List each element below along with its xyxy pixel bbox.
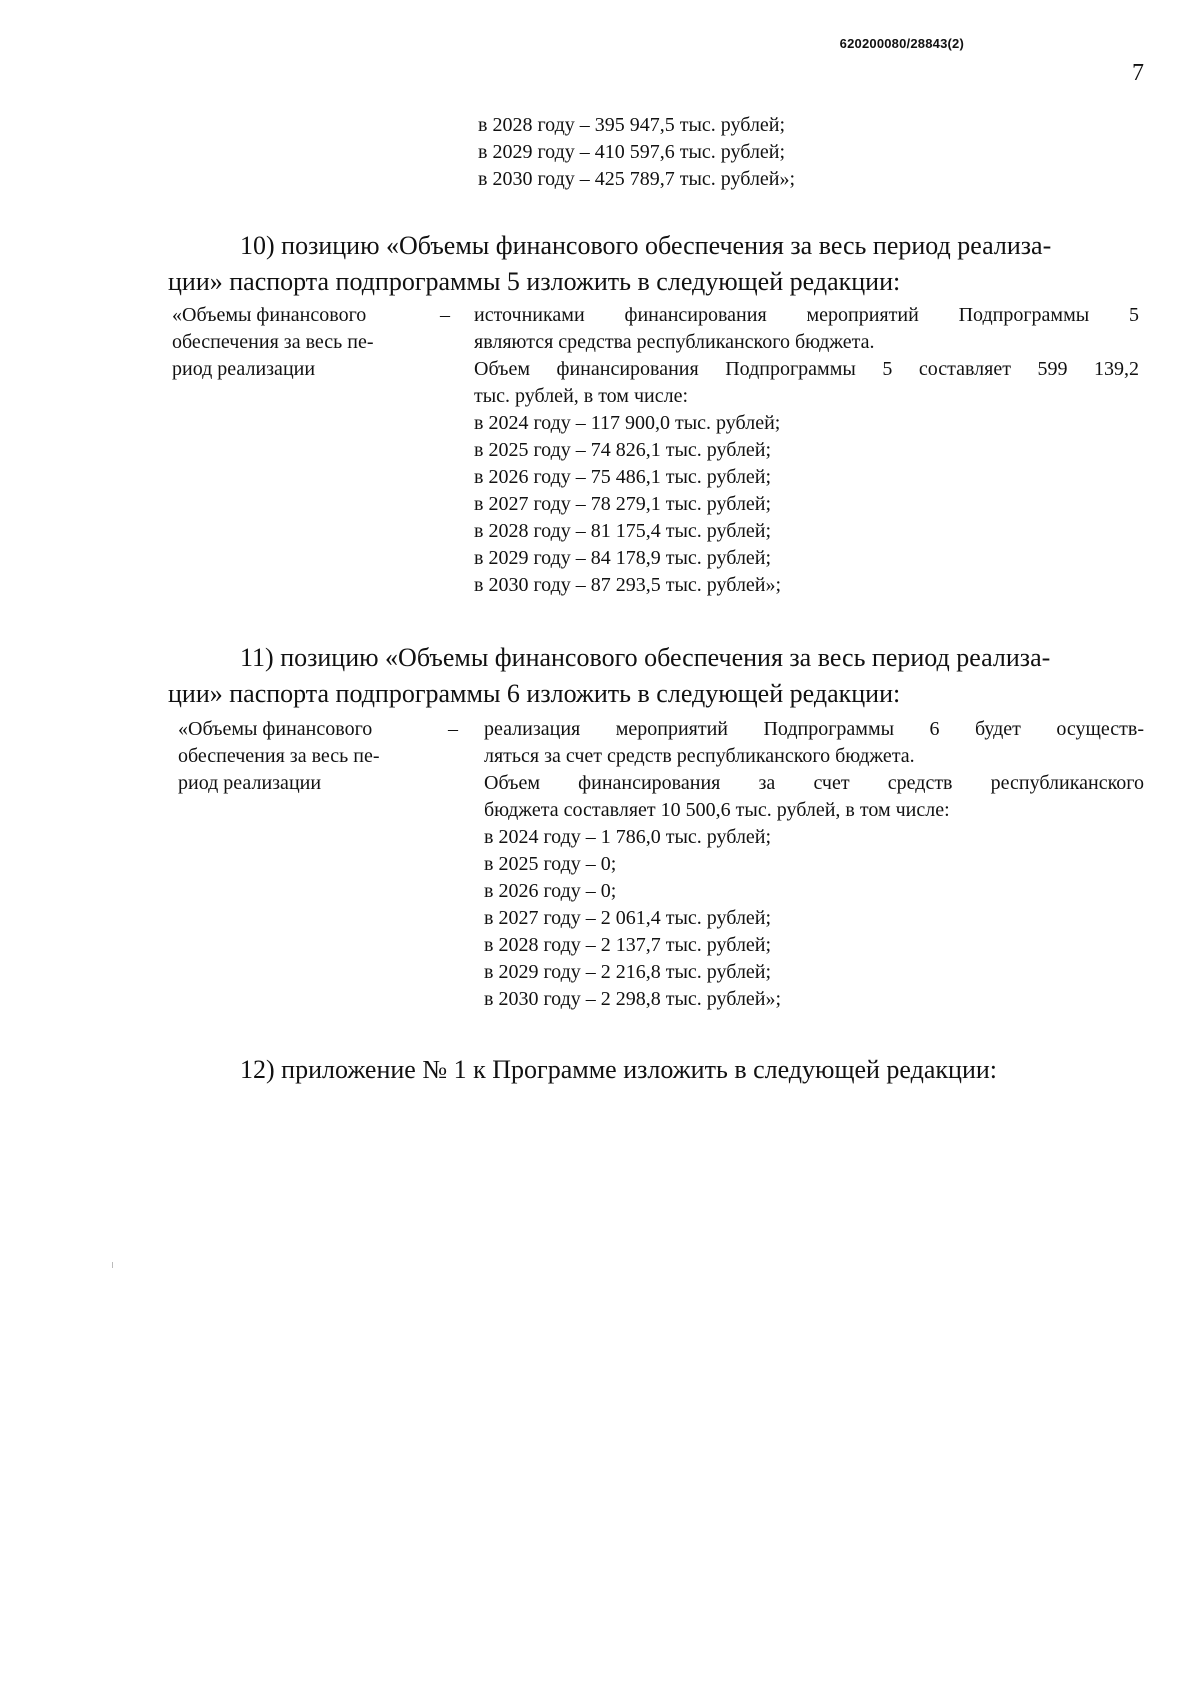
year-line: в 2026 году – 75 486,1 тыс. рублей;	[474, 466, 772, 488]
year-line: в 2025 году – 74 826,1 тыс. рублей;	[474, 439, 772, 461]
funding-label: «Объемы финансового обеспечения за весь пе- риод реализации	[172, 304, 374, 380]
item-10-paragraph	[168, 228, 1148, 300]
year-line: в 2027 году – 78 279,1 тыс. рублей;	[474, 493, 772, 515]
year-line: в 2029 году – 84 178,9 тыс. рублей;	[474, 547, 772, 569]
content-line: бюджета составляет 10 500,6 тыс. рублей, в том числе:	[484, 799, 950, 821]
item-12-line-1: 12) приложение № 1 к Программе изложить в следующей редакции:	[240, 1055, 997, 1084]
content-line: ляться за счет средств республиканского бюджета.	[484, 745, 915, 767]
document-registration-code: 620200080/28843(2)	[839, 36, 964, 51]
page-number: 7	[1132, 60, 1144, 86]
dash-separator: –	[440, 304, 450, 326]
item-10-line-2: ции» паспорта подпрограммы 5 изложить в следующей редакции:	[168, 267, 901, 296]
year-line: в 2030 году – 425 789,7 тыс. рублей»;	[478, 168, 796, 190]
year-line: в 2029 году – 2 216,8 тыс. рублей;	[484, 961, 772, 983]
year-line: в 2028 году – 2 137,7 тыс. рублей;	[484, 934, 772, 956]
year-line: в 2030 году – 87 293,5 тыс. рублей»;	[474, 574, 782, 596]
item-11-line-2: ции» паспорта подпрограммы 6 изложить в следующей редакции:	[168, 679, 901, 708]
funding-label: «Объемы финансового обеспечения за весь пе- риод реализации	[178, 718, 380, 794]
year-line: в 2025 году – 0;	[484, 853, 617, 875]
funding-content	[474, 302, 1139, 599]
content-line: Объем финансирования за счет средств республиканского	[484, 772, 1144, 794]
year-line: в 2024 году – 1 786,0 тыс. рублей;	[484, 826, 772, 848]
content-line: источниками финансирования мероприятий Подпрограммы 5	[474, 304, 1139, 326]
funding-content	[484, 716, 1144, 1013]
item-11-paragraph	[168, 640, 1148, 712]
dash-separator: –	[448, 718, 458, 740]
year-line: в 2027 году – 2 061,4 тыс. рублей;	[484, 907, 772, 929]
content-line: Объем финансирования Подпрограммы 5 составляет 599 139,2	[474, 358, 1139, 380]
item-10-line-1: 10) позицию «Объемы финансового обеспечения за весь период реализа-	[240, 231, 1052, 260]
year-line: в 2030 году – 2 298,8 тыс. рублей»;	[484, 988, 782, 1010]
item-11-line-1: 11) позицию «Объемы финансового обеспечения за весь период реализа-	[240, 643, 1051, 672]
year-line: в 2029 году – 410 597,6 тыс. рублей;	[478, 141, 786, 163]
content-line: являются средства республиканского бюджета.	[474, 331, 875, 353]
year-line: в 2028 году – 81 175,4 тыс. рублей;	[474, 520, 772, 542]
content-line: реализация мероприятий Подпрограммы 6 будет осуществ-	[484, 718, 1144, 740]
content-line: тыс. рублей, в том числе:	[474, 385, 689, 407]
year-line: в 2024 году – 117 900,0 тыс. рублей;	[474, 412, 781, 434]
year-line: в 2026 году – 0;	[484, 880, 617, 902]
scan-artifact	[112, 1262, 113, 1268]
item-12-paragraph	[240, 1052, 1200, 1088]
continued-year-list	[478, 112, 795, 193]
year-line: в 2028 году – 395 947,5 тыс. рублей;	[478, 114, 786, 136]
